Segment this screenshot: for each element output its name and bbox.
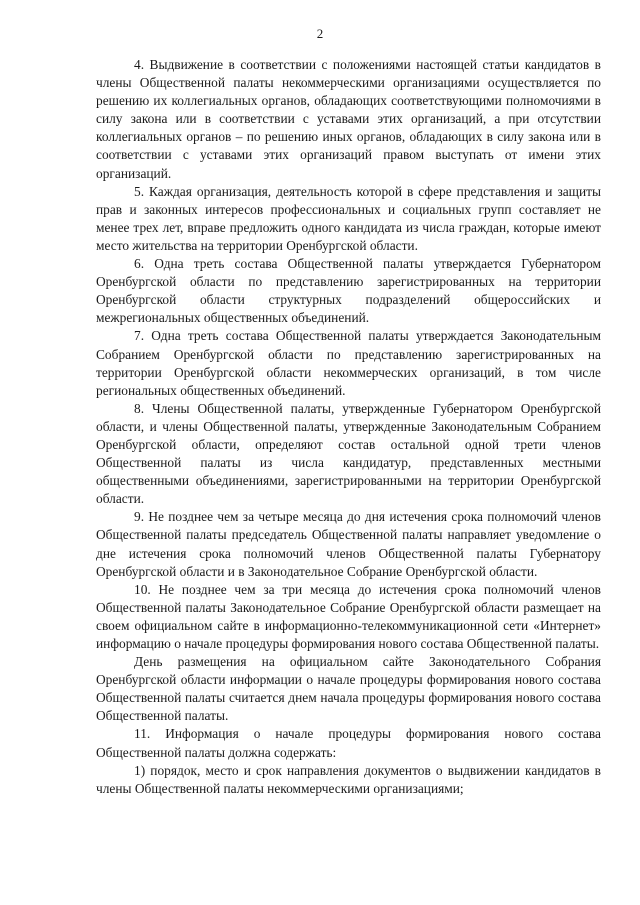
paragraph-item-7: 7. Одна треть состава Общественной палаты утверждается Законодательным Собранием Оренбургской области по представлению зарегистрированных на территории Оренбургской области некоммерческих организаций, в том числе региональных общественных объединений. — [96, 328, 601, 398]
paragraph-item-4: 4. Выдвижение в соответствии с положениями настоящей статьи кандидатов в члены Общественной палаты некоммерческими организациями осуществляется по решению их коллегиальных органов, обладающих соответствующими полномочиями в силу закона или в соответствии с уставами этих организаций, а при отсутствии коллегиальных органов – по решению иных органов, обладающих в силу закона или в соответствии с уставами этих организаций правом выступать от имени этих организаций. — [96, 57, 601, 181]
paragraph-item-6: 6. Одна треть состава Общественной палаты утверждается Губернатором Оренбургской области по представлению зарегистрированных на территории Оренбургской области структурных подразделений общероссийских и межрегиональных общественных объединений. — [96, 256, 601, 326]
paragraph-item-9: 9. Не позднее чем за четыре месяца до дня истечения срока полномочий членов Общественной палаты председатель Общественной палаты направляет уведомление о дне истечения срока полномочий членов Общественной палаты Губернатору Оренбургской области и в Законодательное Собрание Оренбургской области. — [96, 509, 601, 579]
paragraph-item-10: 10. Не позднее чем за три месяца до истечения срока полномочий членов Общественной палаты Законодательное Собрание Оренбургской области размещает на своем официальном сайте в информационно-телекоммуникационной сети «Интернет» информацию о начале процедуры формирования нового состава Общественной палаты. — [96, 581, 601, 651]
paragraph-subitem-1: 1) порядок, место и срок направления документов о выдвижении кандидатов в члены Общественной палаты некоммерческими организациями; — [96, 762, 601, 796]
page-number: 2 — [316, 26, 324, 41]
paragraph-item-11: 11. Информация о начале процедуры формирования нового состава Общественной палаты должна содержать: — [96, 726, 601, 760]
paragraph-item-5: 5. Каждая организация, деятельность которой в сфере представления и защиты прав и законных интересов профессиональных и социальных групп составляет не менее трех лет, вправе предложить одного кандидата из числа граждан, которые имеют место жительства на территории Оренбургской области. — [96, 183, 601, 253]
document-body — [96, 56, 601, 798]
paragraph-item-10-continued: День размещения на официальном сайте Законодательного Собрания Оренбургской области информации о начале процедуры формирования нового состава Общественной палаты считается днем начала процедуры формирования нового состава Общественной палаты. — [96, 654, 601, 724]
paragraph-item-8: 8. Члены Общественной палаты, утвержденные Губернатором Оренбургской области, и члены Общественной палаты, утвержденные Законодательным Собранием Оренбургской области, определяют состав остальной одной трети членов Общественной палаты из числа кандидатур, представленных местными общественными объединениями, зарегистрированными на территории Оренбургской области. — [96, 400, 601, 507]
